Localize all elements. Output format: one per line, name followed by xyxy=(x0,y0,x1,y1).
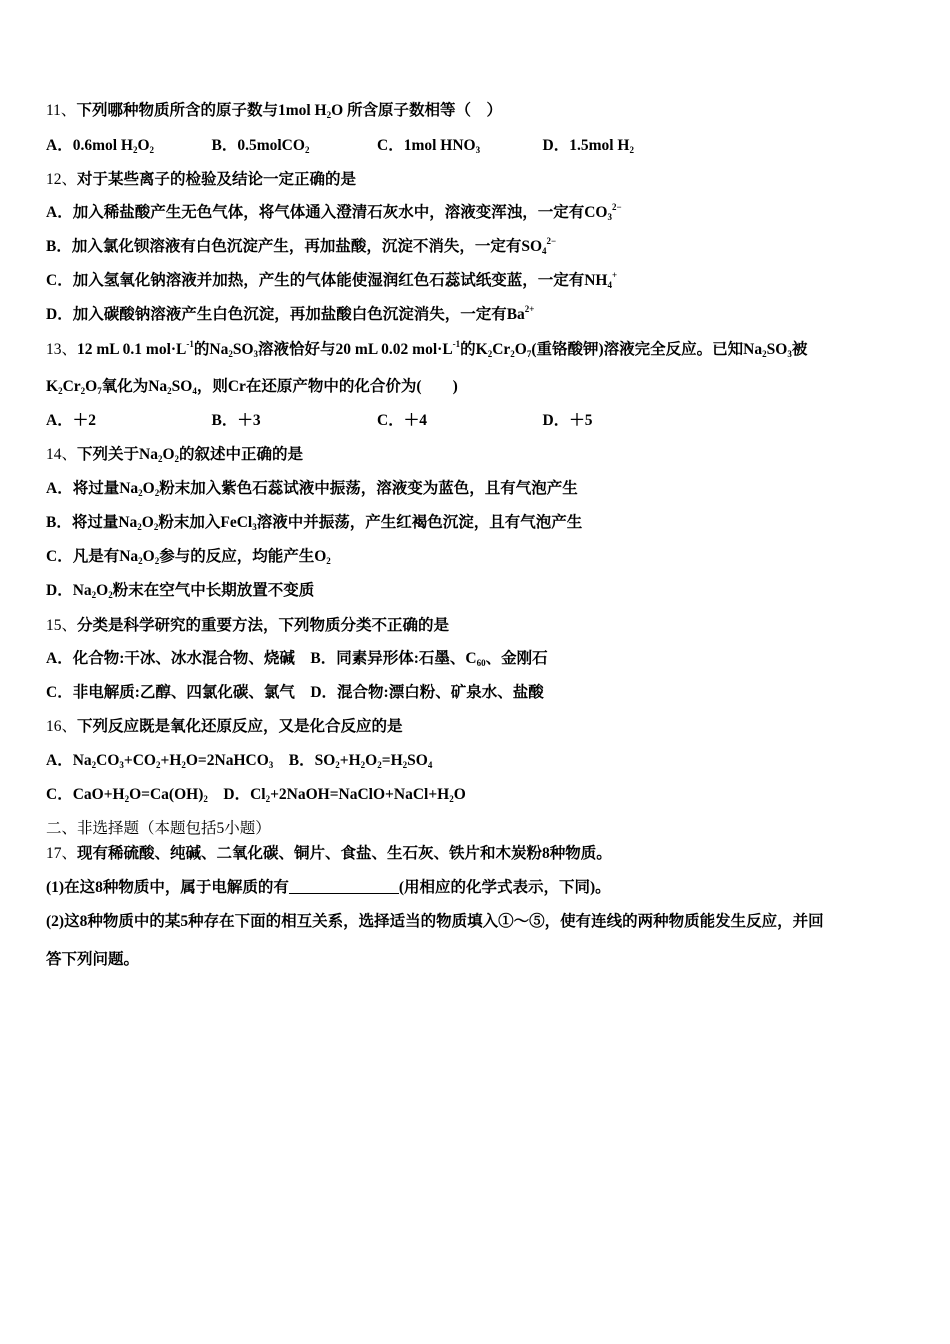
text-run: 15、 xyxy=(46,617,78,634)
text-run: 的K xyxy=(460,341,488,358)
answer-option xyxy=(377,411,543,431)
subscript: 2 xyxy=(762,349,767,359)
answer-option xyxy=(212,411,378,431)
line-content xyxy=(46,271,617,291)
text-line xyxy=(46,513,582,533)
line-content xyxy=(46,513,582,533)
text-run: A．Na xyxy=(46,752,92,769)
text-run: O=Ca(OH) xyxy=(129,786,204,803)
subscript: 2 xyxy=(181,760,186,770)
subscript: 2 xyxy=(487,349,493,359)
answer-option xyxy=(46,411,212,431)
text-run: 粉末在空气中长期放置不变质 xyxy=(112,582,315,599)
text-run: C．加入氢氧化钠溶液并加热，产生的气体能使湿润红色石蕊试纸变蓝，一定有NH xyxy=(46,272,608,289)
text-run: C．CaO+H xyxy=(46,786,125,803)
text-run: 下列哪种物质所含的原子数与1mol H xyxy=(76,102,327,119)
subscript: 60 xyxy=(476,658,486,668)
subscript: 3 xyxy=(119,760,124,770)
text-run: K xyxy=(46,378,59,395)
line-content xyxy=(46,237,556,257)
subscript: 3 xyxy=(787,349,792,359)
text-run: +H xyxy=(160,752,182,769)
subscript: 2 xyxy=(629,145,634,155)
subscript: 2 xyxy=(91,590,97,600)
line-content xyxy=(46,785,466,805)
answer-option xyxy=(543,411,709,431)
text-run: O xyxy=(453,786,466,803)
text-run: C．＋4 xyxy=(377,412,427,429)
text-line xyxy=(46,271,617,291)
line-content xyxy=(46,844,612,864)
line-content xyxy=(46,445,303,465)
line-content xyxy=(46,581,314,601)
subscript: 2 xyxy=(402,760,408,770)
line-content xyxy=(46,377,458,397)
text-run: 粉末加入FeCl xyxy=(158,514,253,531)
subscript: 2 xyxy=(138,556,143,566)
text-line xyxy=(46,751,432,771)
subscript: 2 xyxy=(167,386,172,396)
superscript: + xyxy=(611,270,618,280)
text-run: 12、 xyxy=(46,171,78,188)
text-line xyxy=(46,819,271,839)
text-run: +2NaOH=NaClO+NaCl+H xyxy=(270,786,450,803)
text-run: SO xyxy=(232,341,254,358)
text-line xyxy=(46,912,824,932)
text-line xyxy=(46,101,502,121)
text-run: O xyxy=(162,446,175,463)
subscript: 2 xyxy=(108,590,113,600)
text-run: 的叙述中正确的是 xyxy=(179,446,304,463)
superscript: -1 xyxy=(186,339,194,349)
text-run: =H xyxy=(381,752,403,769)
text-run: O xyxy=(137,137,150,154)
text-run: 溶液恰好与20 mL 0.02 mol·L xyxy=(258,341,453,358)
subscript: 2 xyxy=(360,760,366,770)
text-line xyxy=(46,203,622,223)
text-run: O xyxy=(365,752,378,769)
subscript: 2 xyxy=(377,760,382,770)
text-run: D．＋5 xyxy=(542,412,593,429)
text-line xyxy=(46,547,331,567)
text-run: +H xyxy=(339,752,361,769)
subscript: 2 xyxy=(154,556,160,566)
subscript: 2 xyxy=(154,488,160,498)
text-line xyxy=(46,305,534,325)
subscript: 4 xyxy=(192,386,197,396)
text-run: 二、非选择题（本题包括5小题） xyxy=(46,820,271,837)
line-content xyxy=(46,912,824,932)
text-line xyxy=(46,136,708,156)
text-run: 16、 xyxy=(46,718,78,735)
line-content xyxy=(46,616,449,636)
text-run: 14、 xyxy=(46,446,78,463)
subscript: 3 xyxy=(607,212,612,222)
text-line xyxy=(46,445,303,465)
text-run: 答下列问题。 xyxy=(46,951,140,968)
text-run: C．非电解质:乙醇、四氯化碳、氯气 D．混合物:漂白粉、矿泉水、盐酸 xyxy=(46,684,544,701)
text-run: B．＋3 xyxy=(211,412,261,429)
text-run: O=2NaHCO xyxy=(185,752,269,769)
line-content xyxy=(46,649,548,669)
subscript: 4 xyxy=(542,246,547,256)
subscript: 3 xyxy=(252,522,257,532)
line-content xyxy=(46,717,403,737)
text-run: 下列关于Na xyxy=(77,446,158,463)
text-line xyxy=(46,950,139,970)
text-line xyxy=(46,683,544,703)
answer-blank xyxy=(289,879,399,894)
text-run: D．加入碳酸钠溶液产生白色沉淀，再加盐酸白色沉淀消失，一定有Ba xyxy=(46,306,525,323)
superscript: 2− xyxy=(546,236,557,246)
subscript: 2 xyxy=(137,522,142,532)
line-content xyxy=(46,751,432,771)
text-line xyxy=(46,170,356,190)
text-run: A．0.6mol H xyxy=(46,137,133,154)
text-line xyxy=(46,411,708,431)
text-run: 参与的反应，均能产生O xyxy=(159,548,327,565)
subscript: 4 xyxy=(427,760,433,770)
text-run: Cr xyxy=(492,341,511,358)
subscript: 2 xyxy=(449,794,454,804)
subscript: 2 xyxy=(91,760,97,770)
text-run: A．将过量Na xyxy=(46,480,139,497)
text-line xyxy=(46,581,314,601)
text-run: D．Cl xyxy=(207,786,266,803)
superscript: 2− xyxy=(611,202,622,212)
subscript: 2 xyxy=(149,145,155,155)
text-run: O xyxy=(96,582,109,599)
subscript: 2 xyxy=(326,110,332,120)
line-content xyxy=(46,683,544,703)
text-run: D．Na xyxy=(46,582,92,599)
subscript: 2 xyxy=(58,386,63,396)
text-run: B．SO xyxy=(273,752,336,769)
subscript: 2 xyxy=(228,349,233,359)
text-run: 溶液中并振荡，产生红褐色沉淀，且有气泡产生 xyxy=(256,514,583,531)
answer-option xyxy=(46,136,212,156)
text-run: 下列反应既是氧化还原反应，又是化合反应的是 xyxy=(77,718,403,735)
subscript: 2 xyxy=(157,454,163,464)
line-content xyxy=(46,203,622,223)
text-run: 的Na xyxy=(193,341,229,358)
text-run: 现有稀硫酸、纯碱、二氧化碳、铜片、食盐、生石灰、铁片和木炭粉8种物质。 xyxy=(77,845,612,862)
text-run: 、金刚石 xyxy=(485,650,548,667)
text-line xyxy=(46,237,556,257)
text-line xyxy=(46,844,612,864)
text-run: O xyxy=(514,341,527,358)
text-run: A．加入稀盐酸产生无色气体，将气体通入澄清石灰水中，溶液变浑浊，一定有CO xyxy=(46,204,608,221)
text-run: CO xyxy=(96,752,120,769)
subscript: 7 xyxy=(526,349,532,359)
line-content xyxy=(46,101,502,121)
answer-option xyxy=(212,136,378,156)
subscript: 4 xyxy=(607,280,612,290)
text-run: SO xyxy=(407,752,428,769)
text-run: 17、 xyxy=(46,845,78,862)
subscript: 2 xyxy=(510,349,515,359)
text-line xyxy=(46,377,458,397)
subscript: 3 xyxy=(475,145,481,155)
subscript: 2 xyxy=(153,522,159,532)
text-run: 被 xyxy=(791,341,808,358)
text-run: A．＋2 xyxy=(46,412,96,429)
subscript: 2 xyxy=(155,760,161,770)
superscript: -1 xyxy=(452,339,461,349)
text-line xyxy=(46,616,449,636)
text-run: SO xyxy=(766,341,788,358)
subscript: 2 xyxy=(174,454,180,464)
text-run: D．1.5mol H xyxy=(542,137,630,154)
line-content xyxy=(46,170,356,190)
text-run: O xyxy=(141,514,154,531)
text-run: +CO xyxy=(123,752,156,769)
text-line xyxy=(46,878,611,898)
line-content xyxy=(46,305,534,325)
text-run: O 所含原子数相等（ ） xyxy=(331,102,503,119)
subscript: 3 xyxy=(268,760,274,770)
text-line xyxy=(46,340,807,360)
text-run: C．凡是有Na xyxy=(46,548,139,565)
line-content xyxy=(46,950,139,970)
subscript: 2 xyxy=(265,794,271,804)
text-run: SO xyxy=(171,378,193,395)
text-run: (用相应的化学式表示，下同)。 xyxy=(398,879,611,896)
text-run: 11、 xyxy=(46,102,77,119)
subscript: 3 xyxy=(253,349,259,359)
text-run: 氧化为Na xyxy=(101,378,168,395)
text-run: C．1mol HNO xyxy=(377,137,476,154)
text-run: O xyxy=(85,378,98,395)
line-content xyxy=(46,340,807,360)
text-run: B．0.5molCO xyxy=(211,137,305,154)
text-run: B．将过量Na xyxy=(46,514,138,531)
text-run: O xyxy=(142,480,155,497)
text-run: (2)这8种物质中的某5种存在下面的相互关系，选择适当的物质填入①～⑤，使有连线的两种物质能发生反应，并回 xyxy=(46,913,824,930)
text-run: B．加入氯化钡溶液有白色沉淀产生，再加盐酸，沉淀不消失，一定有SO xyxy=(46,238,543,255)
text-line xyxy=(46,717,403,737)
text-run: 分类是科学研究的重要方法，下列物质分类不正确的是 xyxy=(77,617,450,634)
text-line xyxy=(46,479,578,499)
text-run: 粉末加入紫色石蕊试液中振荡，溶液变为蓝色，且有气泡产生 xyxy=(159,480,578,497)
line-content xyxy=(46,878,611,898)
superscript: 2+ xyxy=(524,304,535,314)
subscript: 2 xyxy=(304,145,310,155)
text-run: O xyxy=(142,548,155,565)
text-line xyxy=(46,649,548,669)
subscript: 2 xyxy=(132,145,138,155)
text-run: Cr xyxy=(62,378,81,395)
subscript: 7 xyxy=(97,386,102,396)
subscript: 2 xyxy=(124,794,130,804)
subscript: 2 xyxy=(80,386,86,396)
line-content xyxy=(46,479,578,499)
subscript: 2 xyxy=(138,488,143,498)
subscript: 2 xyxy=(326,556,331,566)
line-content xyxy=(46,547,331,567)
text-run: ，则Cr在还原产物中的化合价为( ) xyxy=(196,378,458,395)
answer-option xyxy=(377,136,543,156)
text-line xyxy=(46,785,466,805)
text-run: (重铬酸钾)溶液完全反应。已知Na xyxy=(531,341,763,358)
text-run: A．化合物:干冰、冰水混合物、烧碱 B．同素异形体:石墨、C xyxy=(46,650,477,667)
text-run: 12 mL 0.1 mol·L xyxy=(77,341,187,358)
text-run: 13、 xyxy=(46,341,78,358)
subscript: 2 xyxy=(335,760,340,770)
line-content xyxy=(46,819,271,839)
text-run: 对于某些离子的检验及结论一定正确的是 xyxy=(77,171,357,188)
text-run: (1)在这8种物质中，属于电解质的有 xyxy=(46,879,289,896)
subscript: 2 xyxy=(203,794,208,804)
answer-option xyxy=(543,136,709,156)
